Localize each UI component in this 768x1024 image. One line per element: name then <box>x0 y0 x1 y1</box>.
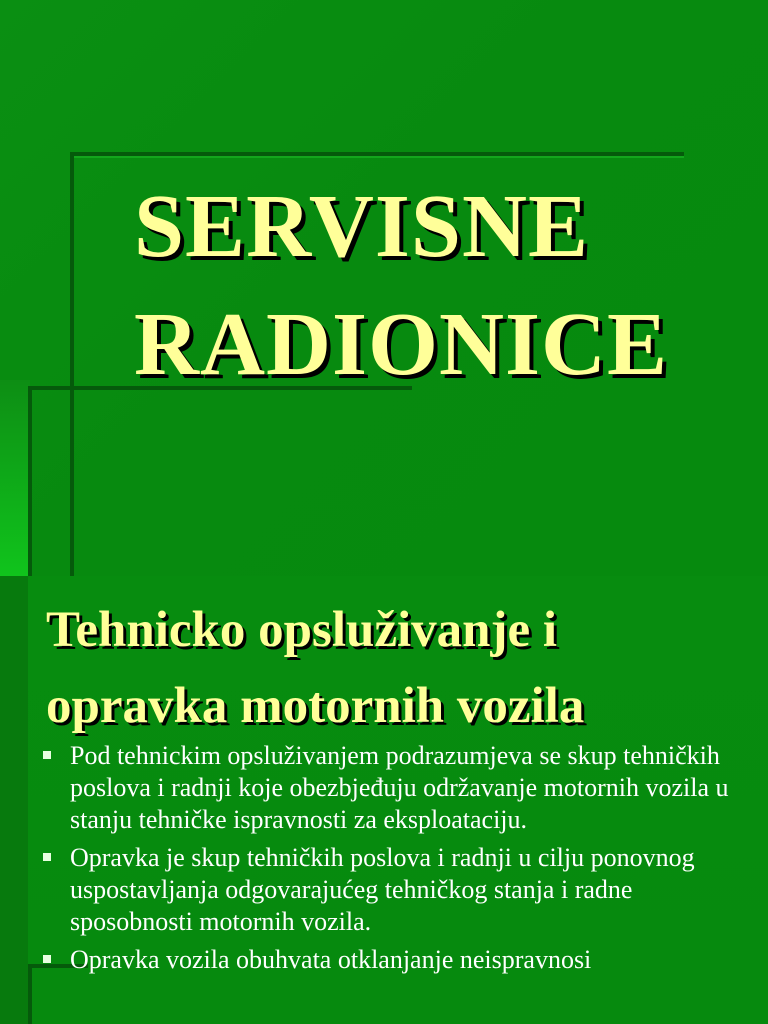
decorative-line <box>28 964 32 1024</box>
bullet-list <box>40 740 730 982</box>
square-bullet-icon <box>43 853 51 861</box>
content-slide <box>0 576 768 1024</box>
bullet-text: Opravka je skup tehničkih poslova i radnji u cilju ponovnog uspostavljanja odgovarajućeg tehničkog stanja i radne sposobnosti motornih vozila. <box>70 843 695 936</box>
square-bullet-icon <box>43 751 51 759</box>
bullet-item <box>40 740 730 836</box>
content-title-text: Tehnicko opsluživanje i opravka motornih vozila <box>46 602 585 734</box>
bullet-item <box>40 944 730 976</box>
content-title <box>46 592 584 744</box>
bullet-item <box>40 842 730 938</box>
decorative-line <box>74 156 684 158</box>
decorative-stripe <box>0 576 28 1024</box>
bullet-text: Opravka vozila obuhvata otklanjanje neispravnosi <box>70 945 592 974</box>
decorative-gradient-block <box>0 380 30 576</box>
decorative-line <box>28 386 32 576</box>
square-bullet-icon <box>43 955 51 963</box>
slide-title-text: SERVISNE RADIONICE <box>134 177 669 394</box>
slide-title <box>134 168 668 404</box>
bullet-text: Pod tehnickim opsluživanjem podrazumjeva se skup tehničkih poslova i radnji koje obezbjeđuju održavanje motornih vozila u stanju tehničke ispravnosti za eksploataciju. <box>70 741 729 834</box>
decorative-line <box>70 152 74 576</box>
